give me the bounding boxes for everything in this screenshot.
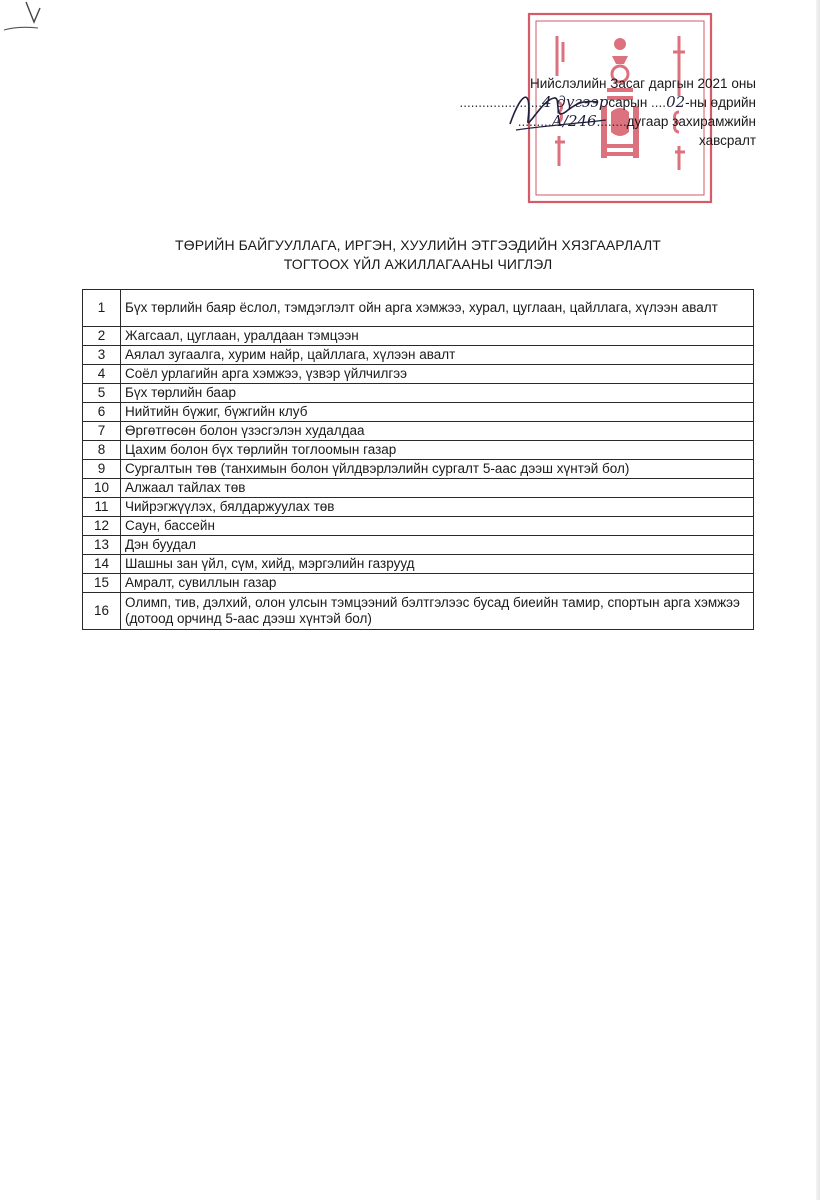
annex-word: хавсралт: [699, 133, 756, 148]
title-line-2: ТОГТООХ ҮЙЛ АЖИЛЛАГААНЫ ЧИГЛЭЛ: [283, 256, 553, 272]
row-number: 1: [83, 290, 121, 327]
handwritten-day: 02: [666, 93, 686, 111]
table-row: [83, 460, 754, 479]
row-number: 14: [83, 555, 121, 574]
annex-line-4: [459, 131, 756, 150]
row-number: 4: [83, 365, 121, 384]
table-row: [83, 403, 754, 422]
dotted-fill: ....: [651, 95, 667, 110]
month-label: сарын: [608, 95, 648, 110]
table-row: [83, 441, 754, 460]
row-text: Жагсаал, цуглаан, уралдаан тэмцээн: [121, 327, 754, 346]
row-text: Бүх төрлийн баар: [121, 384, 754, 403]
table-row: [83, 346, 754, 365]
table-row: [83, 327, 754, 346]
row-text: Олимп, тив, дэлхий, олон улсын тэмцээний бэлтгэлээс бусад биеийн тамир, спортын арга хэмжээ (дотоод орчинд 5-аас дээш хүнтэй бол): [121, 593, 754, 630]
table-row: [83, 574, 754, 593]
row-number: 7: [83, 422, 121, 441]
row-text: Алжаал тайлах төв: [121, 479, 754, 498]
annex-line-3: [459, 112, 756, 131]
row-text: Саун, бассейн: [121, 517, 754, 536]
row-number: 2: [83, 327, 121, 346]
day-label: -ны өдрийн: [685, 95, 756, 110]
row-number: 6: [83, 403, 121, 422]
row-text: Чийрэгжүүлэх, бялдаржуулах төв: [121, 498, 754, 517]
row-text: Аялал зугаалга, хурим найр, цайллага, хүлээн авалт: [121, 346, 754, 365]
table-row: [83, 479, 754, 498]
table-row: [83, 555, 754, 574]
title-line-1: ТӨРИЙН БАЙГУУЛЛАГА, ИРГЭН, ХУУЛИЙН ЭТГЭЭДИЙН ХЯЗГААРЛАЛТ: [175, 237, 661, 253]
row-text: Дэн буудал: [121, 536, 754, 555]
restrictions-table: [82, 289, 754, 630]
row-number: 10: [83, 479, 121, 498]
annex-line-1: [459, 74, 756, 93]
handwritten-month: 4 дүгээр: [541, 93, 609, 111]
table-row: [83, 593, 754, 630]
table-row: [83, 365, 754, 384]
row-number: 8: [83, 441, 121, 460]
row-text: Шашны зан үйл, сүм, хийд, мэргэлийн газрууд: [121, 555, 754, 574]
table-row: [83, 384, 754, 403]
dotted-fill: .........: [517, 114, 552, 129]
row-number: 5: [83, 384, 121, 403]
dotted-fill: ......................: [459, 95, 542, 110]
handwritten-number: А/246: [551, 112, 597, 130]
table-row: [83, 290, 754, 327]
table-row: [83, 422, 754, 441]
document-title: [80, 236, 756, 274]
dotted-fill: ........: [596, 114, 627, 129]
row-text: Сургалтын төв (танхимын болон үйлдвэрлэлийн сургалт 5-аас дээш хүнтэй бол): [121, 460, 754, 479]
row-number: 16: [83, 593, 121, 630]
row-number: 11: [83, 498, 121, 517]
table-row: [83, 517, 754, 536]
table-row: [83, 536, 754, 555]
corner-pen-mark: [0, 0, 60, 40]
row-text: Соёл урлагийн арга хэмжээ, үзвэр үйлчилгээ: [121, 365, 754, 384]
row-number: 9: [83, 460, 121, 479]
row-number: 15: [83, 574, 121, 593]
page-edge: [816, 0, 820, 1200]
annex-line-2: [459, 93, 756, 112]
table-row: [83, 498, 754, 517]
row-text: Бүх төрлийн баяр ёслол, тэмдэглэлт ойн арга хэмжээ, хурал, цуглаан, цайллага, хүлээн авалт: [121, 290, 754, 327]
annex-issuer-text: Нийслэлийн Засаг даргын 2021 оны: [530, 76, 756, 91]
decree-label: дугаар захирамжийн: [626, 114, 756, 129]
row-text: Амралт, сувиллын газар: [121, 574, 754, 593]
row-number: 13: [83, 536, 121, 555]
row-number: 3: [83, 346, 121, 365]
row-number: 12: [83, 517, 121, 536]
row-text: Цахим болон бүх төрлийн тоглоомын газар: [121, 441, 754, 460]
row-text: Өргөтгөсөн болон үзэсгэлэн худалдаа: [121, 422, 754, 441]
row-text: Нийтийн бүжиг, бүжгийн клуб: [121, 403, 754, 422]
annex-reference: [459, 74, 756, 150]
